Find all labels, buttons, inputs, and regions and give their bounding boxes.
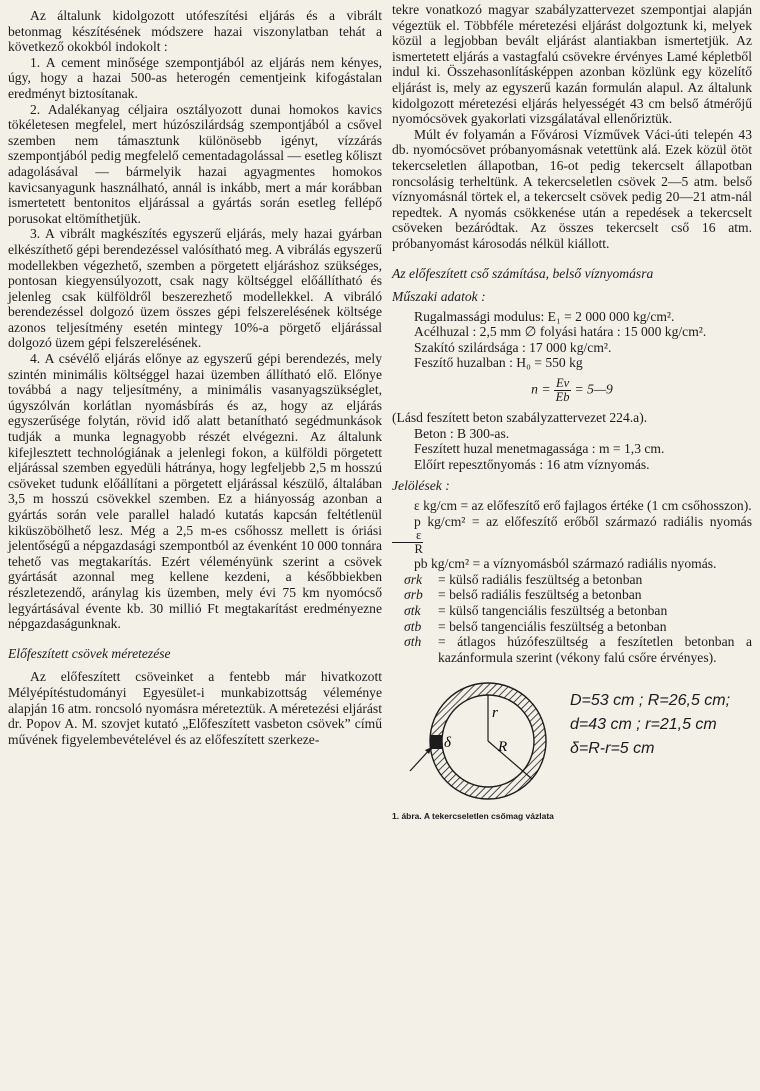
right-column xyxy=(392,2,752,825)
ratio-numerator: Ev xyxy=(555,376,570,391)
p-fraction-numerator: ε xyxy=(392,529,423,543)
sigma-rb-definition: = belső radiális feszültség a betonban xyxy=(438,587,642,603)
sigma-rk-row xyxy=(404,572,752,588)
section-paragraph: Az előfeszített csöveinket a fentebb már hivatkozott Mélyépítéstudományi Egyesület-i munkabizottság véleménye alapján 16 atm. roncsoló nyomásra méreteztük. A méretezési eljárást dr. Popov A. M. szovjet kutató „Előfeszített vasbeton csövek” című művének figyelembevételével és az előfeszített szerkeze- xyxy=(8,669,382,747)
point-1: 1. A cement minősége szempontjából az eljárás nem kényes, úgy, hogy a hazai 500-as heterogén cementjeink kifogástalan eredményt biztosítanak. xyxy=(8,54,382,101)
delta-label: δ xyxy=(444,735,451,752)
sigma-tb-row xyxy=(404,619,752,635)
sigma-rk-symbol: σrk xyxy=(404,571,423,587)
sigma-tk-definition: = külső tangenciális feszültség a betonban xyxy=(438,603,668,618)
outer-diameter-label: D=53 cm ; R=26,5 cm; xyxy=(570,692,731,710)
section-heading: Előfeszített csövek méretezése xyxy=(8,645,171,661)
calculation-heading: Az előfeszített cső számítása, belső víznyomásra xyxy=(392,265,654,281)
point-2: 2. Adalékanyag céljaira osztályozott dunai homokos kavics tökéletesen megfelel, mert húzószilárdság szempontjából a csővel szemben nem támasztunk különösebb igényt, vízzárás szempontjából pedig megfelelő cementadagolással — esetleg kőliszt adagolásával — bármelyik hazai agyagmentes homokos kavicsanyagunk használható, annál is inkább, mert a már korábban ismertetett bentonitos eljárással a gyártás során esetleg fellépő porusokat eltömíthetjük. xyxy=(8,101,382,226)
burst-pressure-line: Előírt repesztőnyomás : 16 atm víznyomás. xyxy=(414,456,650,472)
pipe-cross-section-diagram xyxy=(392,675,572,807)
reference-line: (Lásd feszített beton szabályzattervezet 224.a). xyxy=(392,410,648,426)
p-fraction xyxy=(392,529,423,556)
data-line-modulus: Rugalmassági modulus: E₁ = 2 000 000 kg/cm². xyxy=(414,308,675,324)
left-column xyxy=(8,8,382,747)
continued-paragraph: tekre vonatkozó magyar szabályzattervezet szempontjai alapján végeztük el. Többféle méretezési eljárást dolgoztunk ki, melyek közül a legjobban bevált eljárást alantiakban ismertetjük. Az ismertetett eljárás a vastagfalú csövekre érvényes Lamé képletből indul ki. Összehasonlításképpen azonban közlünk egy közelítő eljárást is, mely az egyszerű kazán formulán alapul. Az általunk kidolgozott méretezési eljárás helyességét 43 cm belső átmérőjű nyomócsövek gyakorlati vizsgálatával ellenőriztük. xyxy=(392,2,752,127)
modulus-ratio-equation xyxy=(392,377,752,404)
data-line-tension: Feszítő huzalban : H₀ = 550 kg xyxy=(414,355,583,371)
wall-thickness-label: δ=R-r=5 cm xyxy=(570,740,655,758)
technical-data-heading: Műszaki adatok : xyxy=(392,289,486,305)
sigma-tb-symbol: σtb xyxy=(404,618,422,634)
pitch-line: Feszített huzal menetmagassága : m = 1,3 cm. xyxy=(414,441,665,457)
sigma-rk-definition: = külső radiális feszültség a betonban xyxy=(438,571,643,587)
sigma-rb-row xyxy=(404,587,752,603)
point-3: 3. A vibrált magkészítés egyszerű eljárás, mely hazai gyárban elkészíthető gépi berendezéssel valósítható meg. A vibrálás egyszerű modellekben végezhető, szemben a pörgetett eljáráshoz szükséges, pontosan kiegyensúlyozott, csak nagy költséggel előállítható és jelenleg csak külföldről beszerezhető modellekkel. A vibráló berendezéssel dolgozó üzem összes gépi felszerelésének költsége azonos teljesítmény esetén mintegy 10%-a pörgető eljárással dolgozó üzem gépi felszerelésének. xyxy=(8,226,382,351)
intro-paragraph: Az általunk kidolgozott utófeszítési eljárás és a vibrált betonmag készítésének módszere hazai viszonylatban tehát a következő okokból indokolt : xyxy=(8,8,382,55)
sigma-th-row xyxy=(404,634,752,665)
r-label: r xyxy=(492,705,498,722)
ratio-lhs: n = xyxy=(531,381,551,397)
p-definition-text: p kg/cm² = az előfeszítő erőből származó radiális nyomás xyxy=(414,513,752,529)
p-definition xyxy=(392,514,752,557)
figure-caption: 1. ábra. A tekercseletlen csőmag vázlata xyxy=(392,811,554,822)
symbols-heading: Jelölések : xyxy=(392,478,450,494)
R-label: R xyxy=(498,739,508,756)
ratio-denominator: Eb xyxy=(555,390,570,405)
sigma-tb-definition: = belső tangenciális feszültség a betonban xyxy=(438,618,667,634)
data-line-steel: Acélhuzal : 2,5 mm ∅ folyási határa : 15 000 kg/cm². xyxy=(414,324,707,340)
test-paragraph: Múlt év folyamán a Fővárosi Vízművek Váci-úti telepén 43 db. nyomócsövet próbanyomásnak vetettünk alá. Ezek közül ötöt tekercseletlen állapotban, 16-ot pedig tekercselt állapotban roncsolásig terheltünk. A tekercseletlen csövek 2—5 atm. belső víznyomásnál törtek el, a tekercselt csövek pedig 20—21 atm-nál repedtek. A nyomás csökkenése után a repedések a tekercselt csöveken bezáródtak. Az összes tekercselt cső 16 atm. próbanyomást károsodás nélkül kiállott. xyxy=(392,126,752,251)
ratio-fraction xyxy=(554,377,571,404)
concrete-line: Beton : B 300-as. xyxy=(414,425,510,441)
sigma-th-definition: = átlagos húzófeszültség a feszítetlen betonban a kazánformula szerint (vékony falú csőre érvényes). xyxy=(438,634,752,665)
epsilon-definition: ε kg/cm = az előfeszítő erő fajlagos értéke (1 cm csőhosszon). xyxy=(414,498,752,514)
sigma-rb-symbol: σrb xyxy=(404,587,423,603)
point-4: 4. A csévélő eljárás előnye az egyszerű gépi berendezés, mely szintén minimális költséggel hazai üzemben állítható elő. Előnye továbbá a nagy teljesítmény, a minimális vasanyagszükséglet, úgyszólván korlátlan nyomásbírás és az, hogy az eljárás egyszerűsége folytán, rövid idő alatt betanítható segédmunkások tudják a munka legnagyobb részét elvégezni. Az általunk kifejlesztett technológiának a jelenlegi fokon, a külföldi pörgetett eljárással szemben egyedüli hátránya, hogy legfeljebb 2,5 m hosszú csöveket tudunk előállítani a pörgetett eljárással készülő, általában 3,5 m hosszú csövekkel szemben. Ez a hiányosság azonban a gyártás során vele parallel haladó kutatás kapcsán feltétlenül kiküszöbölhető lesz. Még a 2,5 m-es csőhossz mellett is óriási jelentőségű a népgazdasági szempontból az évenként 10 000 tonnára tehető vas megtakarítás. Ezért véleményünk szerint a csövek gyártását azonnal meg kellene kezdeni, a későbbiekben részletezendő, aránylag kis üzemben, mely évi 75 km nyomócső legyártásával évente kb. 30 millió Ft megtakarítást eredményezne népgazdaságunknak. xyxy=(8,351,382,632)
figure-dimension-labels xyxy=(570,689,730,761)
p-fraction-denominator: R xyxy=(414,542,423,557)
sigma-th-symbol: σth xyxy=(404,634,422,650)
inner-diameter-label: d=43 cm ; r=21,5 cm xyxy=(570,716,717,734)
pipe-figure xyxy=(392,675,752,825)
data-line-strength: Szakító szilárdsága : 17 000 kg/cm². xyxy=(414,339,612,355)
sigma-tk-symbol: σtk xyxy=(404,603,421,618)
pb-definition: pb kg/cm² = a víznyomásból származó radiális nyomás. xyxy=(414,556,717,572)
ratio-rhs: = 5—9 xyxy=(574,381,613,397)
sigma-tk-row xyxy=(404,603,752,619)
